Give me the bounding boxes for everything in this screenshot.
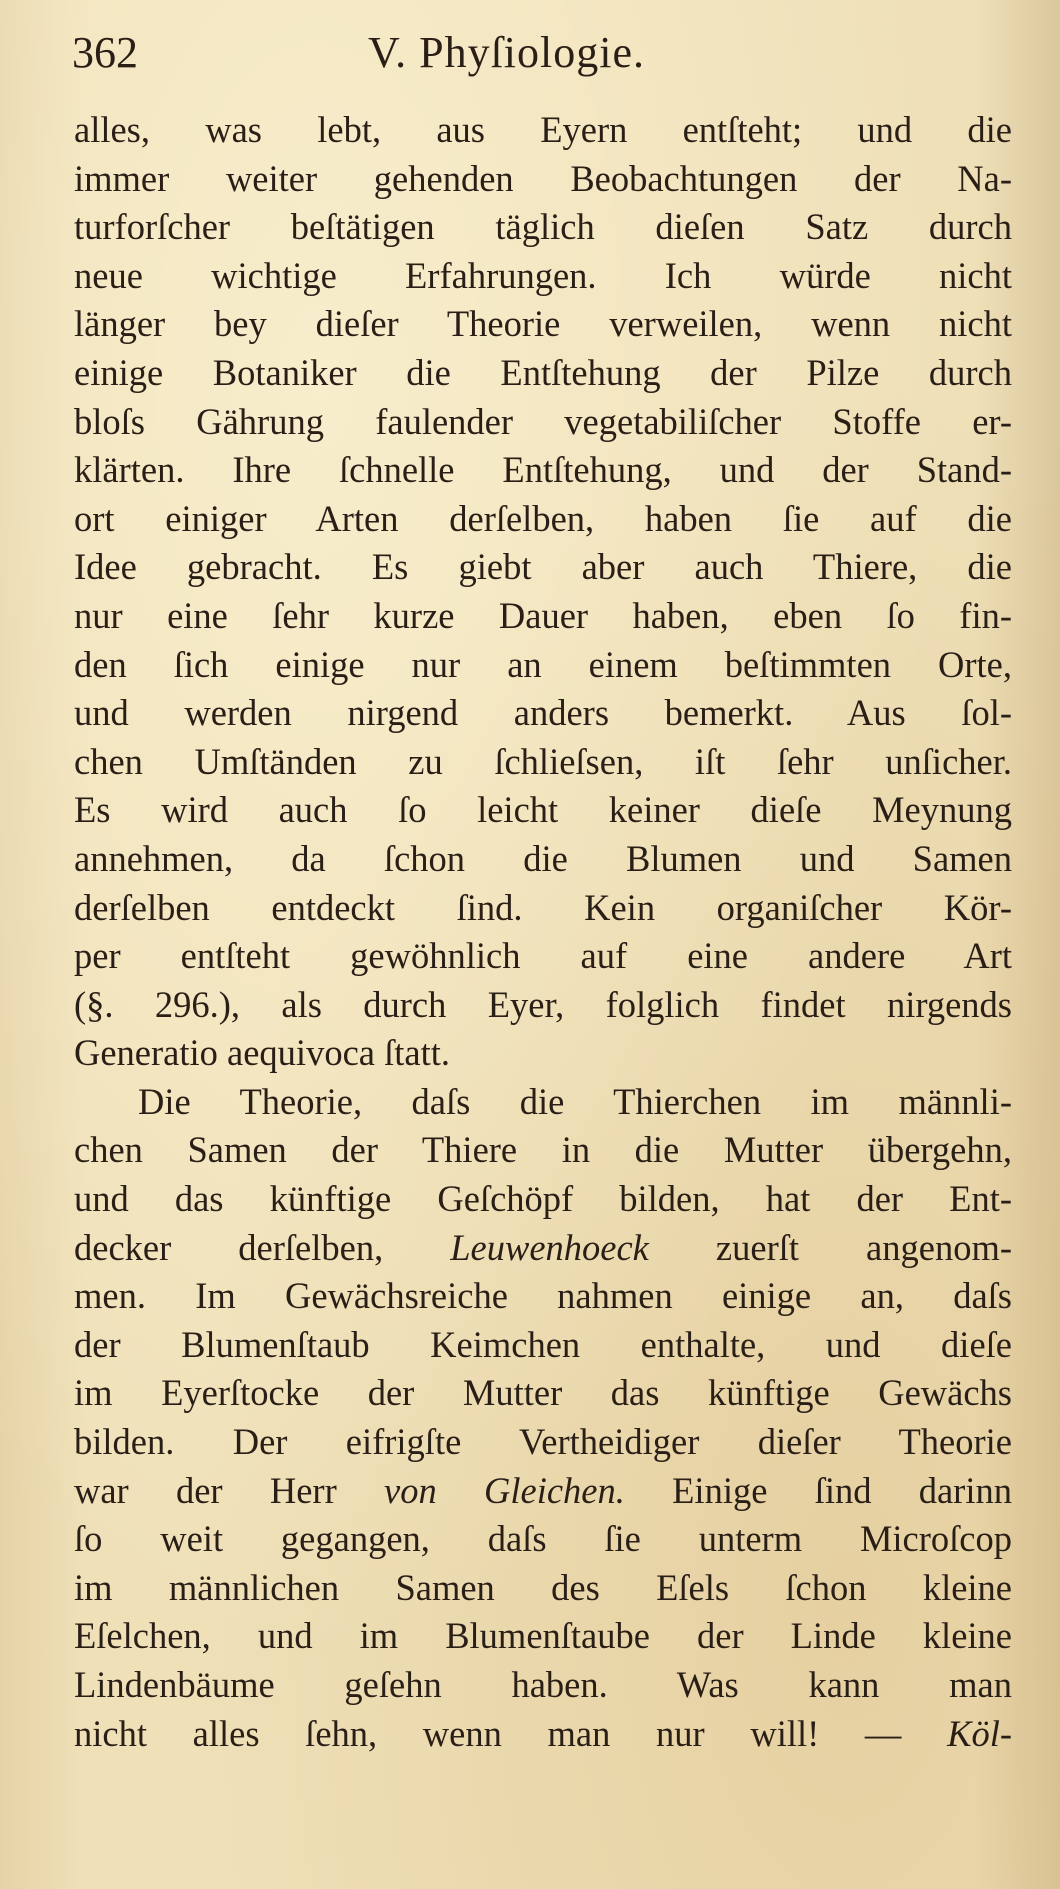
page-header bbox=[72, 18, 972, 88]
text-line bbox=[74, 1224, 1012, 1273]
text-line bbox=[74, 689, 1012, 738]
text-line bbox=[74, 300, 1012, 349]
text-segment: Einige ſind darinn bbox=[624, 1469, 1012, 1511]
text-segment: und werden nirgend anders bemerkt. Aus ſol- bbox=[74, 692, 1012, 734]
text-segment: nicht alles ſehn, wenn man nur will! — bbox=[74, 1712, 948, 1754]
text-line bbox=[74, 398, 1012, 447]
text-line bbox=[74, 932, 1012, 981]
text-line bbox=[74, 641, 1012, 690]
text-segment: per entſteht gewöhnlich auf eine andere Art bbox=[74, 935, 1012, 977]
italic-text: von Gleichen. bbox=[384, 1469, 625, 1511]
text-segment: men. Im Gewächsreiche nahmen einige an, daſs bbox=[74, 1275, 1012, 1317]
text-line bbox=[74, 446, 1012, 495]
text-segment: derſelben entdeckt ſind. Kein organiſcher Kör- bbox=[74, 886, 1012, 928]
text-segment: ort einiger Arten derſelben, haben ſie auf die bbox=[74, 497, 1012, 539]
text-line bbox=[74, 1710, 1012, 1759]
text-segment: zuerſt angenom- bbox=[648, 1226, 1012, 1268]
text-line bbox=[74, 252, 1012, 301]
text-segment: einige Botaniker die Entſtehung der Pilze durch bbox=[74, 351, 1012, 393]
text-segment: chen Umſtänden zu ſchlieſsen, iſt ſehr unſicher. bbox=[74, 740, 1012, 782]
text-line bbox=[74, 884, 1012, 933]
running-title: V. Phyſiologie. bbox=[368, 28, 646, 77]
text-line bbox=[74, 155, 1012, 204]
text-segment: decker derſelben, bbox=[74, 1226, 451, 1268]
text-line bbox=[74, 1321, 1012, 1370]
text-line bbox=[74, 203, 1012, 252]
text-segment: nur eine ſehr kurze Dauer haben, eben ſo fin- bbox=[74, 594, 1012, 636]
body-text bbox=[74, 106, 1012, 1758]
text-line bbox=[74, 1272, 1012, 1321]
text-segment: annehmen, da ſchon die Blumen und Samen bbox=[74, 837, 1012, 879]
text-segment: Die Theorie, daſs die Thierchen im männli- bbox=[138, 1080, 1012, 1122]
text-line bbox=[74, 738, 1012, 787]
text-line bbox=[74, 1369, 1012, 1418]
text-line bbox=[74, 1029, 1012, 1078]
italic-text: Leuwenhoeck bbox=[450, 1226, 649, 1268]
text-line bbox=[74, 786, 1012, 835]
text-line bbox=[74, 1175, 1012, 1224]
text-segment: den ſich einige nur an einem beſtimmten Orte, bbox=[74, 643, 1012, 685]
text-segment: Generatio aequivoca ſtatt. bbox=[74, 1032, 450, 1074]
text-line bbox=[74, 1515, 1012, 1564]
text-segment: neue wichtige Erfahrungen. Ich würde nicht bbox=[74, 254, 1012, 296]
text-segment: klärten. Ihre ſchnelle Entſtehung, und der Stand- bbox=[74, 449, 1012, 491]
text-segment: im männlichen Samen des Eſels ſchon kleine bbox=[74, 1566, 1012, 1608]
text-segment: der Blumenſtaub Keimchen enthalte, und dieſe bbox=[74, 1323, 1012, 1365]
text-segment: Lindenbäume geſehn haben. Was kann man bbox=[74, 1664, 1012, 1705]
text-line bbox=[74, 835, 1012, 884]
text-segment: war der Herr bbox=[74, 1469, 385, 1511]
text-segment: Es wird auch ſo leicht keiner dieſe Meynung bbox=[74, 789, 1012, 831]
text-line bbox=[74, 1418, 1012, 1467]
text-segment: alles, was lebt, aus Eyern entſteht; und die bbox=[74, 109, 1012, 150]
text-line bbox=[74, 1126, 1012, 1175]
text-line bbox=[74, 349, 1012, 398]
text-segment: turforſcher beſtätigen täglich dieſen Satz durch bbox=[74, 206, 1012, 248]
text-line bbox=[74, 1078, 1012, 1127]
text-segment: ſo weit gegangen, daſs ſie unterm Microſcop bbox=[74, 1518, 1012, 1560]
text-line bbox=[74, 981, 1012, 1030]
text-line bbox=[74, 1564, 1012, 1613]
text-line bbox=[74, 1467, 1012, 1516]
text-line bbox=[74, 495, 1012, 544]
text-segment: und das künftige Geſchöpf bilden, hat der Ent- bbox=[74, 1178, 1012, 1220]
page-number: 362 bbox=[72, 28, 138, 77]
text-segment: im Eyerſtocke der Mutter das künftige Gewächs bbox=[74, 1372, 1012, 1414]
text-segment: (§. 296.), als durch Eyer, folglich findet nirgends bbox=[74, 983, 1012, 1025]
text-line bbox=[74, 592, 1012, 641]
text-line bbox=[74, 1661, 1012, 1710]
text-segment: chen Samen der Thiere in die Mutter übergehn, bbox=[74, 1129, 1012, 1171]
text-segment: immer weiter gehenden Beobachtungen der Na- bbox=[74, 157, 1012, 199]
text-line bbox=[74, 106, 1012, 155]
text-segment: Eſelchen, und im Blumenſtaube der Linde kleine bbox=[74, 1615, 1012, 1657]
text-line bbox=[74, 1612, 1012, 1661]
text-line bbox=[74, 543, 1012, 592]
text-segment: bilden. Der eifrigſte Vertheidiger dieſer Theorie bbox=[74, 1421, 1012, 1463]
text-segment: bloſs Gährung faulender vegetabiliſcher Stoffe er- bbox=[74, 400, 1012, 442]
text-segment: Idee gebracht. Es giebt aber auch Thiere, die bbox=[74, 546, 1012, 588]
italic-text: Köl- bbox=[947, 1712, 1012, 1754]
text-segment: länger bey dieſer Theorie verweilen, wenn nicht bbox=[74, 303, 1012, 345]
